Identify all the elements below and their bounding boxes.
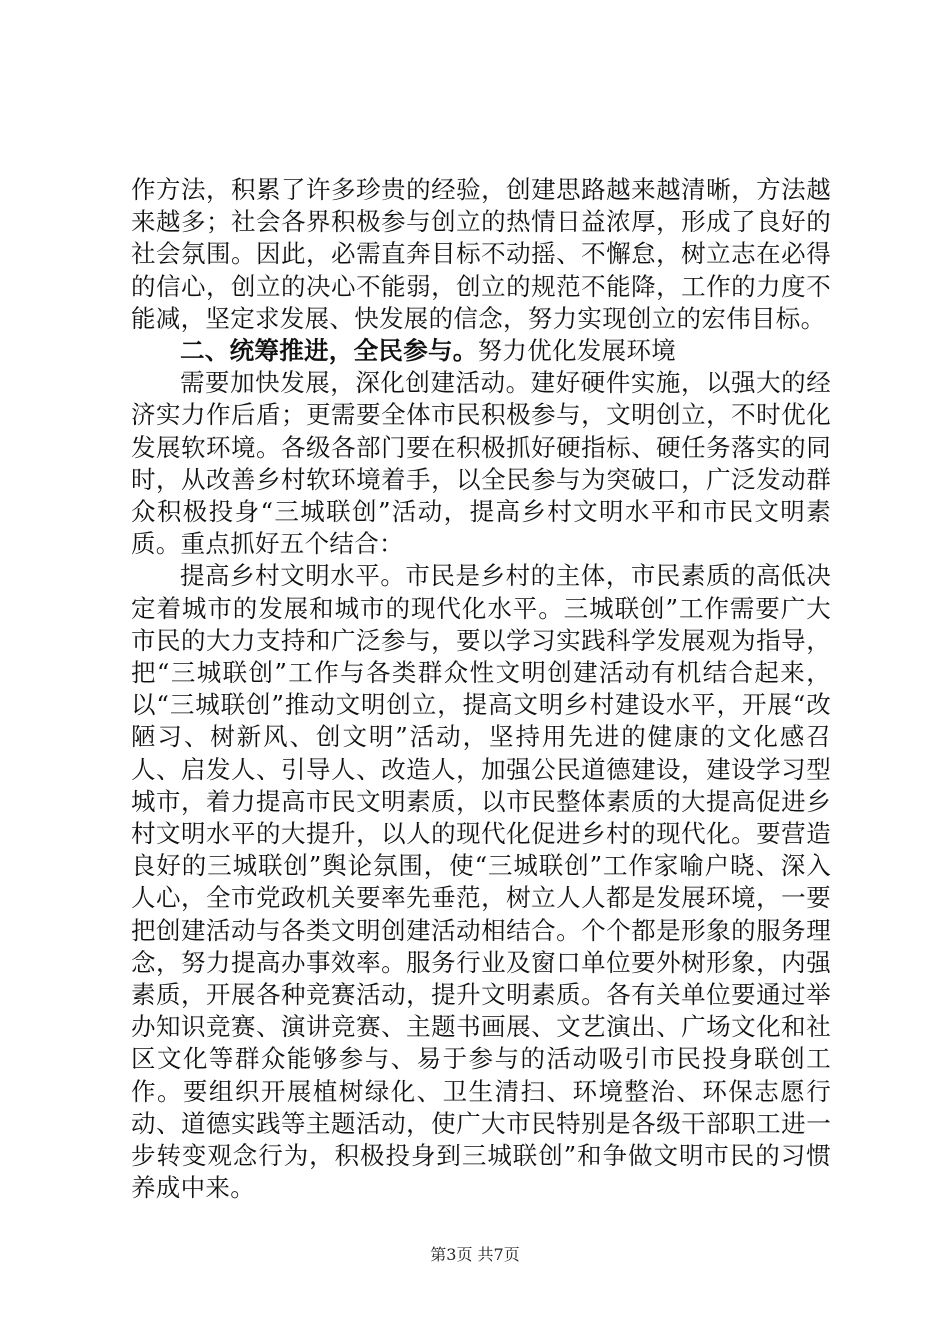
paragraph-civilization: 提高乡村文明水平。市民是乡村的主体，市民素质的高低决定着城市的发展和城市的现代化水平。三城联创”工作需要广大市民的大力支持和广泛参与，要以学习实践科学发展观为指导，把“三城联创”工作与各类群众性文明创建活动有机结合起来，以“三城联创”推动文明创立，提高文明乡村建设水平，开展“改陋习、树新风、创文明”活动，坚持用先进的健康的文化感召人、启发人、引导人、改造人，加强公民道德建设，建设学习型城市，着力提高市民文明素质，以市民整体素质的大提高促进乡村文明水平的大提升，以人的现代化促进乡村的现代化。要营造良好的三城联创”舆论氛围，使“三城联创”工作家喻户晓、深入人心，全市党政机关要率先垂范，树立人人都是发展环境，一要把创建活动与各类文明创建活动相结合。个个都是形象的服务理念，努力提高办事效率。服务行业及窗口单位要外树形象，内强素质，开展各种竞赛活动，提升文明素质。各有关单位要通过举办知识竞赛、演讲竞赛、主题书画展、文艺演出、广场文化和社区文化等群众能够参与、易于参与的活动吸引市民投身联创工作。要组织开展植树绿化、卫生清扫、环境整治、环保志愿行动、道德实践等主题活动，使广大市民特别是各级干部职工进一步转变观念行为，积极投身到三城联创”和争做文明市民的习惯养成中来。 [131, 561, 832, 1203]
document-body [131, 174, 831, 1205]
paragraph-development: 需要加快发展，深化创建活动。建好硬件实施，以强大的经济实力作后盾；更需要全体市民积极参与，文明创立，不时优化发展软环境。各级各部门要在积极抓好硬指标、硬任务落实的同时，从改善乡村软环境着手，以全民参与为突破口，广泛发动群众积极投身“三城联创”活动，提高乡村文明水平和市民文明素质。重点抓好五个结合： [131, 368, 831, 559]
paragraph-continuation: 作方法，积累了许多珍贵的经验，创建思路越来越清晰，方法越来越多；社会各界积极参与创立的热情日益浓厚，形成了良好的社会氛围。因此，必需直奔目标不动摇、不懈怠，树立志在必得的信心，创立的决心不能弱，创立的规范不能降，工作的力度不能减，坚定求发展、快发展的信念，努力实现创立的宏伟目标。 [131, 175, 831, 333]
page-number-footer: 第3页 共7页 [430, 1245, 520, 1264]
section-heading [131, 335, 831, 367]
section-heading-bold: 二、统筹推进，全民参与。 [180, 336, 478, 366]
section-heading-rest: 努力优化发展环境 [477, 336, 677, 366]
